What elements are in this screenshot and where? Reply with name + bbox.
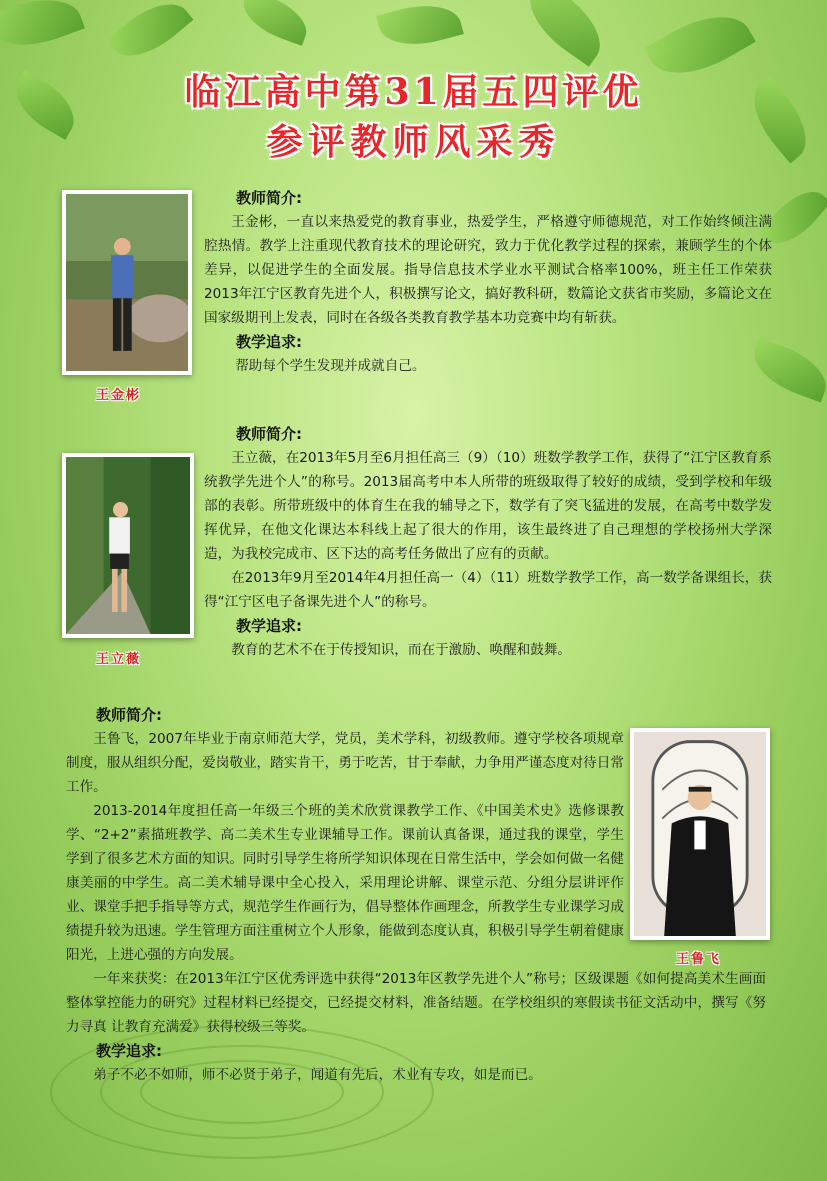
teacher-intro-text-2: 在2013年9月至2014年4月担任高一（4）（11）班数学教学工作，高一数学备课组长，获得“江宁区电子备课先进个人”的称号。 [204, 570, 772, 610]
leaf-decoration [515, 0, 615, 67]
motto-heading: 教学追求: [236, 333, 302, 351]
teacher-intro-text: 王立薇，在2013年5月至6月担任高三（9）（10）班数学教学工作，获得了“江宁区教育系统教学先进个人”的称号。2013届高考中本人所带的班级取得了较好的成绩，受到学校和年级部的表彰。所带班级中的体育生在我的辅导之下，数学有了突飞猛进的发展，在高考中数学发挥优异，在他文化课达本科线上起了很大的作用，该生最终进了自己理想的学校扬州大学深造，为我校完成市、区下达的高考任务做出了应有的贡献。 [204, 450, 772, 562]
leaf-decoration [0, 0, 85, 59]
teacher-photo-wang-lufei [630, 728, 770, 940]
teacher-intro-text-2: 2013-2014年度担任高一年级三个班的美术欣赏课教学工作、《中国美术史》选修课教学、“2+2”素描班教学、高二美术生专业课辅导工作。课前认真备课，通过我的课堂，学生学到了很多艺术方面的知识。同时引导学生将所学知识体现在日常生活中，学会如何做一名健康美丽的中学生。高二美术辅导课中全心投入，采用理论讲解、课堂示范、分组分层讲评作业、课堂手把手指导等方式，规范学生作画行为，倡导整体作画理念，所教学生专业课学习成绩提升较为迅速。学生管理方面注重树立个人形象，能做到态度认真，积极引导学生朝着健康阳光，上进心强的方向发展。 [66, 803, 624, 963]
intro-heading: 教师简介: [96, 706, 162, 724]
teacher-photo-wang-liwei [62, 453, 194, 638]
motto-heading: 教学追求: [96, 1042, 162, 1060]
teacher-motto-text: 帮助每个学生发现并成就自己。 [235, 358, 426, 374]
leaf-decoration [236, 0, 314, 46]
teacher-name-caption: 王立薇 [96, 652, 142, 667]
teacher-intro-text: 王金彬，一直以来热爱党的教育事业，热爱学生，严格遵守师德规范，对工作始终倾注满腔热情。教学上注重现代教育技术的理论研究，致力于优化教学过程的探索，兼顾学生的个体差异，以促进学生的全面发展。指导信息技术学业水平测试合格率100%，班主任工作荣获2013年江宁区教育先进个人，积极撰写论文，搞好教科研，数篇论文获省市奖励，多篇论文在国家级期刊上发表，同时在各级各类教育教学基本功竞赛中均有斩获。 [204, 214, 772, 326]
intro-heading: 教师简介: [236, 189, 302, 207]
teacher-motto-text: 弟子不必不如师，师不必贤于弟子，闻道有先后，术业有专攻，如是而已。 [93, 1067, 542, 1083]
teacher-photo-wang-jinbin [62, 190, 192, 375]
teacher-motto-text: 教育的艺术不在于传授知识，而在于激励、唤醒和鼓舞。 [231, 642, 572, 658]
teacher-intro-text: 王鲁飞，2007年毕业于南京师范大学，党员，美术学科，初级教师。遵守学校各项规章制度，服从组织分配，爱岗敬业，踏实肯干，勇于吃苦，甘于奉献，力争用严谨态度对待日常工作。 [66, 731, 624, 795]
leaf-decoration [107, 0, 194, 71]
teacher-name-caption: 王金彬 [96, 388, 142, 403]
leaf-decoration [376, 0, 464, 55]
page-title: 临江高中第31届五四评优 [184, 71, 643, 113]
intro-heading: 教师简介: [236, 425, 302, 443]
motto-heading: 教学追求: [236, 617, 302, 635]
teacher-name-caption: 王鲁飞 [676, 952, 722, 967]
page-subtitle: 参评教师风采秀 [266, 121, 561, 163]
teacher-awards-text: 一年来获奖：在2013年江宁区优秀评选中获得“2013年区教学先进个人”称号；区级课题《如何提高美术生画面整体掌控能力的研究》过程材料已经提交，已经提交材料，准备结题。在学校组织的寒假读书征文活动中，撰写《努力寻真 让教育充满爱》获得校级三等奖。 [66, 971, 766, 1035]
